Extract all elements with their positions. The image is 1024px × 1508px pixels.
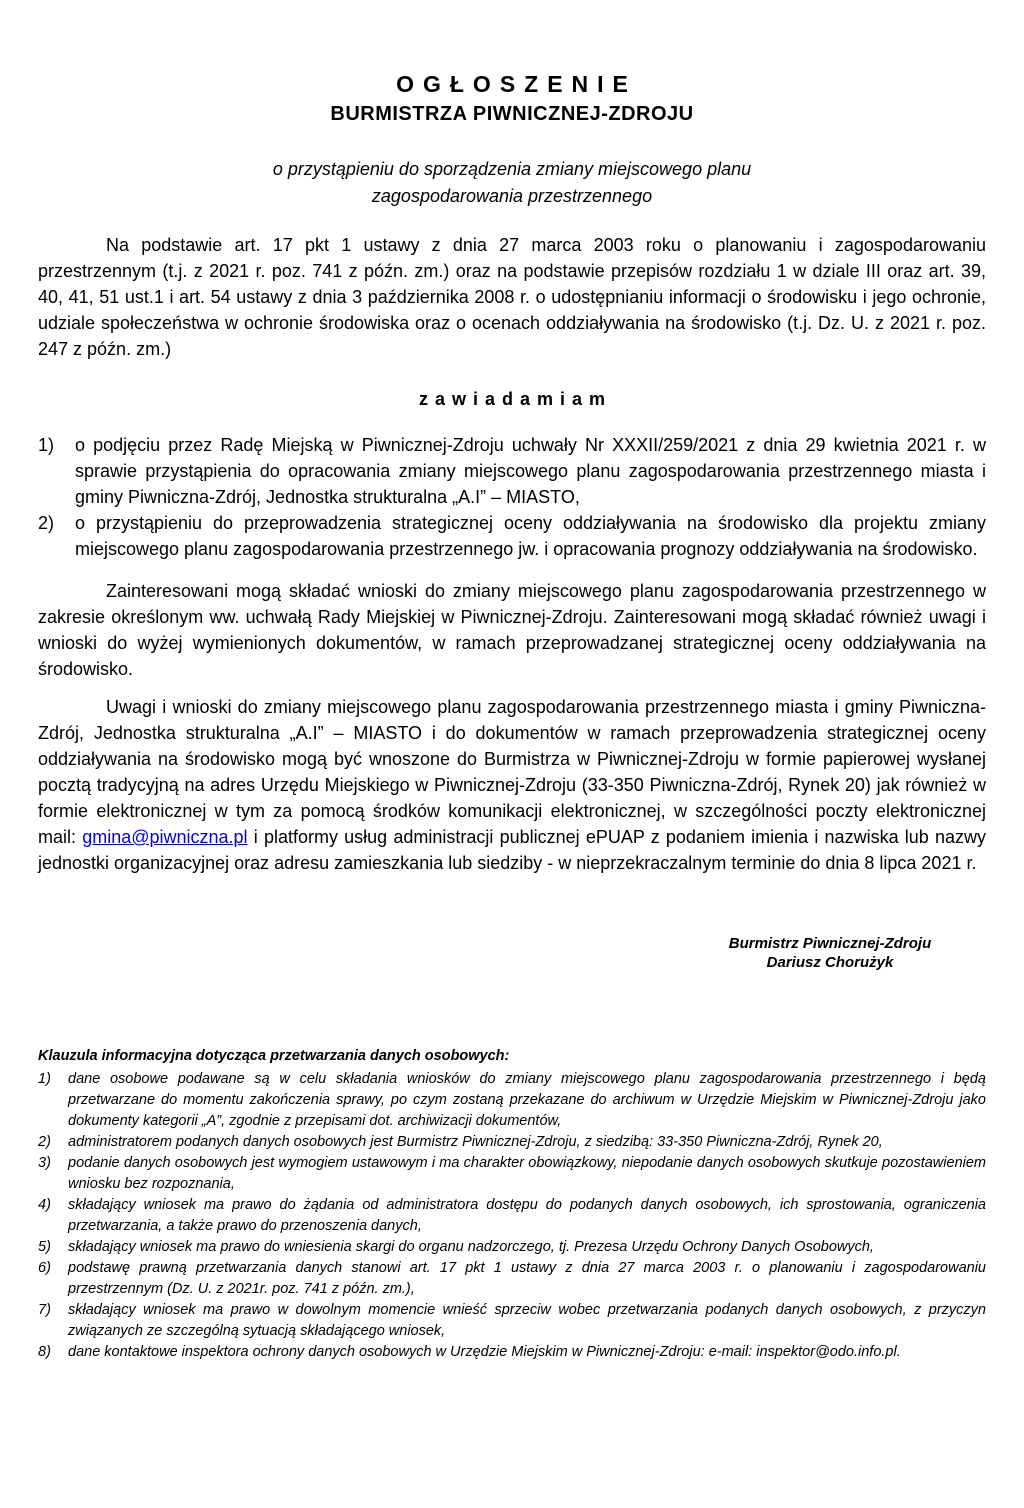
gdpr-item — [38, 1300, 986, 1342]
gdpr-item — [38, 1153, 986, 1195]
gdpr-clause-heading: Klauzula informacyjna dotycząca przetwarzania danych osobowych: — [38, 1048, 510, 1064]
gdpr-item-text: składający wniosek ma prawo do żądania od administratora dostępu do podanych danych osobowych, ich sprostowania, ograniczenia przetwarzania, a także prawo do przenoszenia danych, — [68, 1197, 986, 1234]
list-item-number: 1) — [38, 435, 55, 455]
signature-block — [716, 934, 944, 972]
gdpr-item — [38, 1132, 986, 1153]
gdpr-item-text: dane osobowe podawane są w celu składania wniosków do zmiany miejscowego planu zagospodarowania przestrzennego i będą przetwarzane do momentu zakończenia sprawy, po czym zostaną przekazane do archiwum w Urzędzie Miejskim w Piwnicznej-Zdroju jako dokumenty kategorii „A”, zgodnie z przepisami dot. archiwizacji dokumentów, — [68, 1071, 986, 1129]
gdpr-item-text: podstawę prawną przetwarzania danych stanowi art. 17 pkt 1 ustawy z dnia 27 marca 2003 r. o planowaniu i zagospodarowaniu przestrzennym (Dz. U. z 2021r. poz. 741 z późn. zm.), — [68, 1260, 986, 1297]
gdpr-clause — [38, 1046, 986, 1363]
gdpr-item — [38, 1237, 986, 1258]
document-subject — [38, 156, 986, 210]
gdpr-item-number: 6) — [38, 1260, 51, 1276]
list-item — [38, 432, 986, 510]
gdpr-item-number: 8) — [38, 1344, 51, 1360]
document-subtitle-issuer: BURMISTRZA PIWNICZNEJ-ZDROJU — [330, 103, 694, 125]
gdpr-item-number: 7) — [38, 1302, 51, 1318]
gdpr-item-number: 1) — [38, 1071, 51, 1087]
gdpr-item-text: podanie danych osobowych jest wymogiem ustawowym i ma charakter obowiązkowy, niepodanie danych osobowych skutkuje pozostawieniem wniosku bez rozpoznania, — [68, 1155, 986, 1192]
document-title: OGŁOSZENIE — [396, 71, 637, 97]
gdpr-item — [38, 1258, 986, 1300]
list-item-text: o przystąpieniu do przeprowadzenia strategicznej oceny oddziaływania na środowisko dla projektu zmiany miejscowego planu zagospodarowania przestrzennego jw. i opracowania prognozy oddziaływania na środowisko. — [75, 513, 986, 559]
gdpr-item — [38, 1069, 986, 1132]
signature-name: Dariusz Chorużyk — [766, 954, 894, 971]
list-item-text: o podjęciu przez Radę Miejską w Piwnicznej-Zdroju uchwały Nr XXXII/259/2021 z dnia 29 kwietnia 2021 r. w sprawie przystąpienia do opracowania zmiany miejscowego planu zagospodarowania przestrzennego miasta i gminy Piwniczna-Zdrój, Jednostka strukturalna „A.I” – MIASTO, — [75, 435, 986, 507]
interested-parties-paragraph: Zainteresowani mogą składać wnioski do zmiany miejscowego planu zagospodarowania przestrzennego w zakresie określonym ww. uchwałą Rady Miejskiej w Piwnicznej-Zdroju. Zainteresowani mogą składać również uwagi i wnioski do wyżej wymienionych dokumentów, w ramach przeprowadzanej strategicznej oceny oddziaływania na środowisko. — [38, 581, 986, 679]
gdpr-item-number: 3) — [38, 1155, 51, 1171]
gdpr-item — [38, 1342, 986, 1363]
gdpr-item-number: 2) — [38, 1134, 51, 1150]
subject-line-1: o przystąpieniu do sporządzenia zmiany miejscowego planu — [272, 159, 752, 179]
gdpr-item-number: 5) — [38, 1239, 51, 1255]
gdpr-item-text: administratorem podanych danych osobowych jest Burmistrz Piwnicznej-Zdroju, z siedzibą: 33-350 Piwniczna-Zdrój, Rynek 20, — [68, 1134, 883, 1150]
gdpr-item-number: 4) — [38, 1197, 51, 1213]
notice-heading: zawiadamiam — [418, 389, 613, 409]
gdpr-item-text: składający wniosek ma prawo do wniesienia skargi do organu nadzorczego, tj. Prezesa Urzędu Ochrony Danych Osobowych, — [68, 1239, 874, 1255]
gdpr-item — [38, 1195, 986, 1237]
email-link[interactable]: gmina@piwniczna.pl — [82, 827, 248, 847]
signature-role: Burmistrz Piwnicznej-Zdroju — [728, 935, 932, 952]
gdpr-item-text: składający wniosek ma prawo w dowolnym momencie wnieść sprzeciw wobec przetwarzania podanych danych osobowych, z przyczyn związanych ze szczególną sytuacją składającego wniosek, — [68, 1302, 986, 1339]
submission-text-after-link: i platformy usług administracji publicznej ePUAP z podaniem imienia i nazwiska lub nazwy jednostki organizacyjnej oraz adresu zamieszkania lub siedziby - w nieprzekraczalnym terminie do dnia 8 lipca 2021 r. — [38, 827, 986, 873]
submission-text-before-link: Uwagi i wnioski do zmiany miejscowego planu zagospodarowania przestrzennego miasta i gminy Piwniczna-Zdrój, Jednostka strukturalna „A.I” – MIASTO i do dokumentów w ramach przeprowadzenia strategicznej oceny oddziaływania na środowisko mogą być wnoszone do Burmistrza w Piwnicznej-Zdroju w formie papierowej wysłanej pocztą tradycyjną na adres Urzędu Miejskiego w Piwnicznej-Zdroju (33-350 Piwniczna-Zdrój, Rynek 20) jak również w formie elektronicznej w tym za pomocą środków komunikacji elektronicznej, w szczególności poczty elektronicznej mail: — [38, 697, 986, 847]
gdpr-item-text: dane kontaktowe inspektora ochrony danych osobowych w Urzędzie Miejskim w Piwnicznej-Zdroju: e-mail: inspektor@odo.info.pl. — [68, 1344, 901, 1360]
subject-line-2: zagospodarowania przestrzennego — [371, 186, 653, 206]
submission-paragraph — [38, 694, 986, 876]
legal-basis-paragraph: Na podstawie art. 17 pkt 1 ustawy z dnia 27 marca 2003 roku o planowaniu i zagospodarowaniu przestrzennym (t.j. z 2021 r. poz. 741 z późn. zm.) oraz na podstawie przepisów rozdziału 1 w dziale III oraz art. 39, 40, 41, 51 ust.1 i art. 54 ustawy z dnia 3 października 2008 r. o udostępnianiu informacji o środowisku i jego ochronie, udziale społeczeństwa w ochronie środowiska oraz o ocenach oddziaływania na środowisko (t.j. Dz. U. z 2021 r. poz. 247 z późn. zm.) — [38, 235, 986, 359]
list-item — [38, 510, 986, 562]
list-item-number: 2) — [38, 513, 55, 533]
notice-list — [38, 432, 986, 562]
